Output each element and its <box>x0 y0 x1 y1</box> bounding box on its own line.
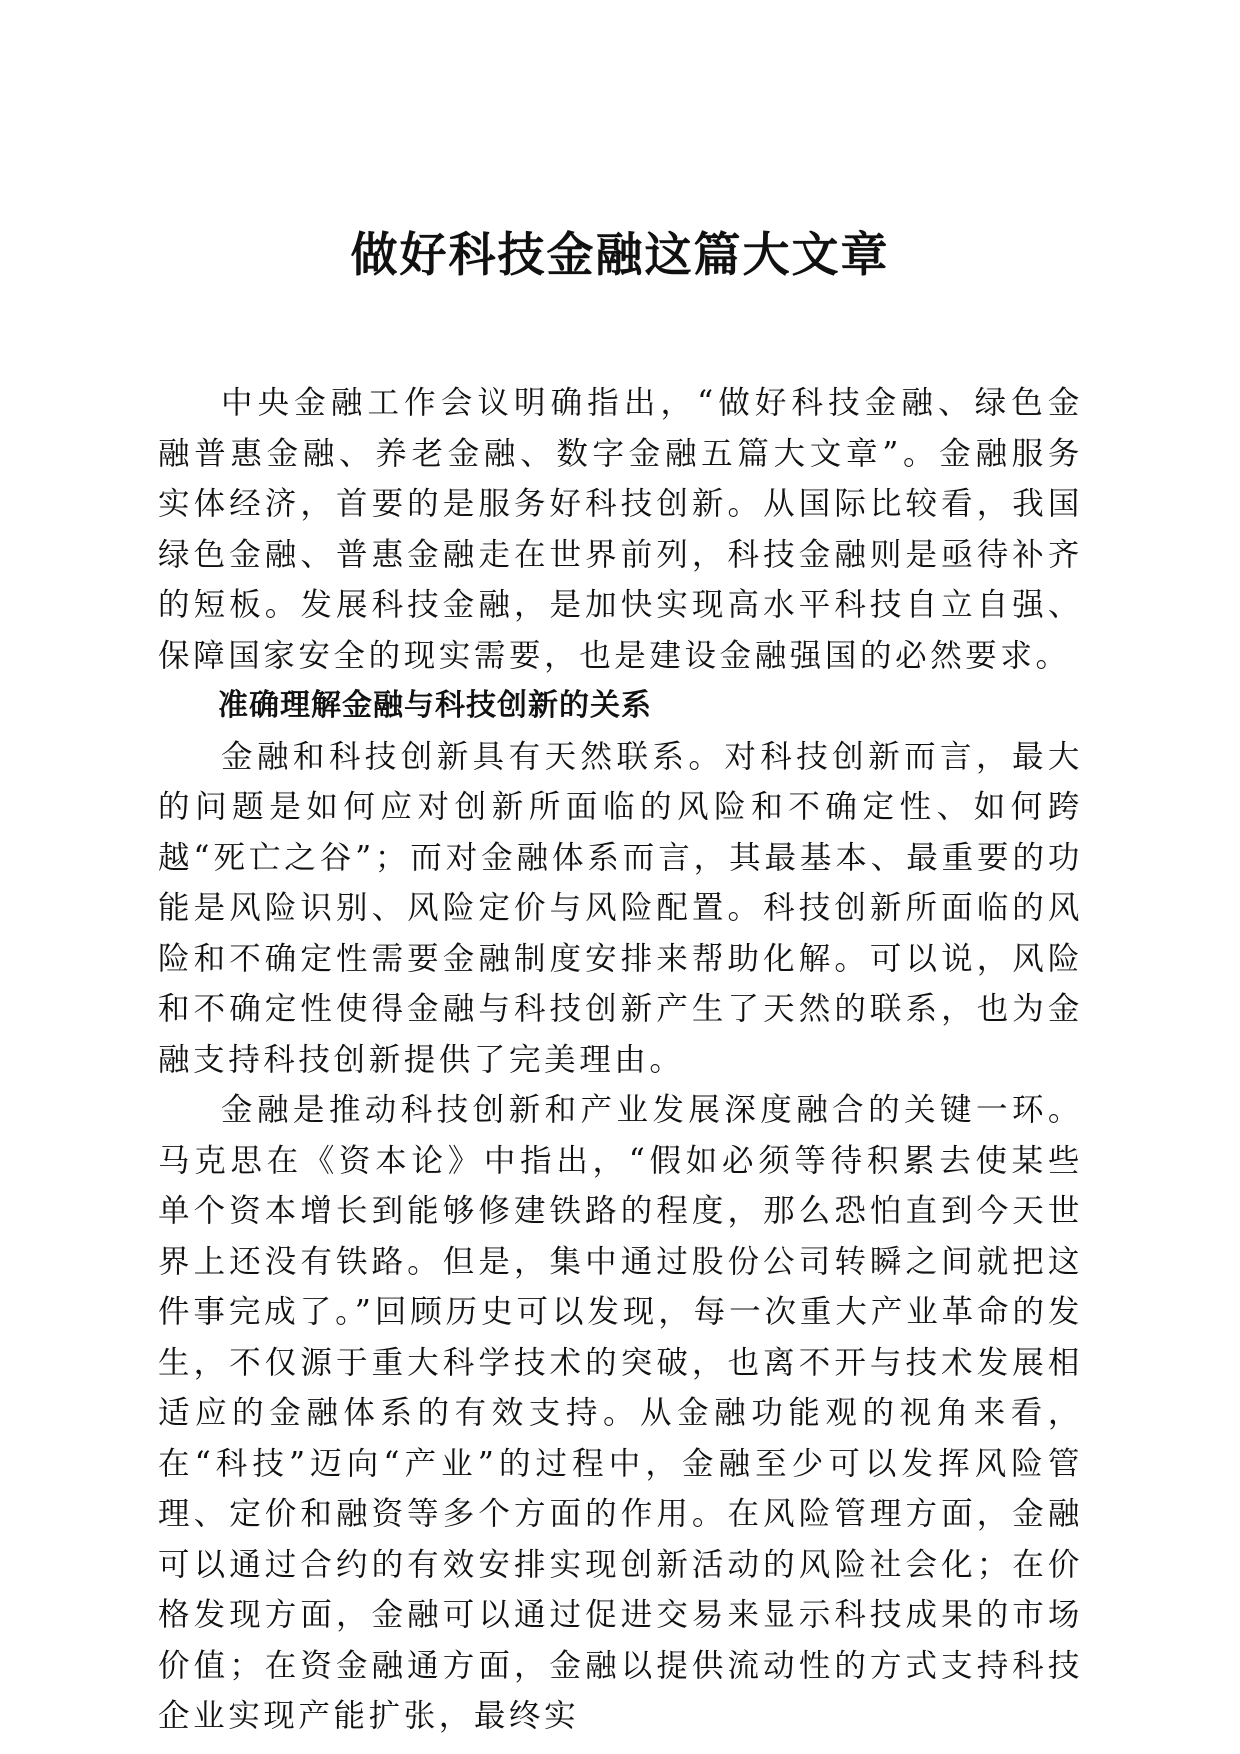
intro-paragraph: 中央金融工作会议明确指出，“做好科技金融、绿色金融普惠金融、养老金融、数字金融五篇大文章”。金融服务实体经济，首要的是服务好科技创新。从国际比较看，我国绿色金融、普惠金融走在世界前列，科技金融则是亟待补齐的短板。发展科技金融，是加快实现高水平科技自立自强、保障国家安全的现实需要，也是建设金融强国的必然要求。 <box>158 385 1083 674</box>
document-body <box>158 378 1083 1742</box>
section-paragraph: 金融是推动科技创新和产业发展深度融合的关键一环。马克思在《资本论》中指出，“假如必须等待积累去使某些单个资本增长到能够修建铁路的程度，那么恐怕直到今天世界上还没有铁路。但是，集中通过股份公司转瞬之间就把这件事完成了。”回顾历史可以发现，每一次重大产业革命的发生，不仅源于重大科学技术的突破，也离不开与技术发展相适应的金融体系的有效支持。从金融功能观的视角来看，在“科技”迈向“产业”的过程中，金融至少可以发挥风险管理、定价和融资等多个方面的作用。在风险管理方面，金融可以通过合约的有效安排实现创新活动的风险社会化；在价格发现方面，金融可以通过促进交易来显示科技成果的市场价值；在资金融通方面，金融以提供流动性的方式支持科技企业实现产能扩张，最终实 <box>158 1092 1083 1734</box>
section-heading: 准确理解金融与科技创新的关系 <box>218 688 652 723</box>
document-title: 做好科技金融这篇大文章 <box>350 228 890 283</box>
section-paragraph: 金融和科技创新具有天然联系。对科技创新而言，最大的问题是如何应对创新所面临的风险和不确定性、如何跨越“死亡之谷”；而对金融体系而言，其最基本、最重要的功能是风险识别、风险定价与风险配置。科技创新所面临的风险和不确定性需要金融制度安排来帮助化解。可以说，风险和不确定性使得金融与科技创新产生了天然的联系，也为金融支持科技创新提供了完美理由。 <box>158 738 1083 1078</box>
